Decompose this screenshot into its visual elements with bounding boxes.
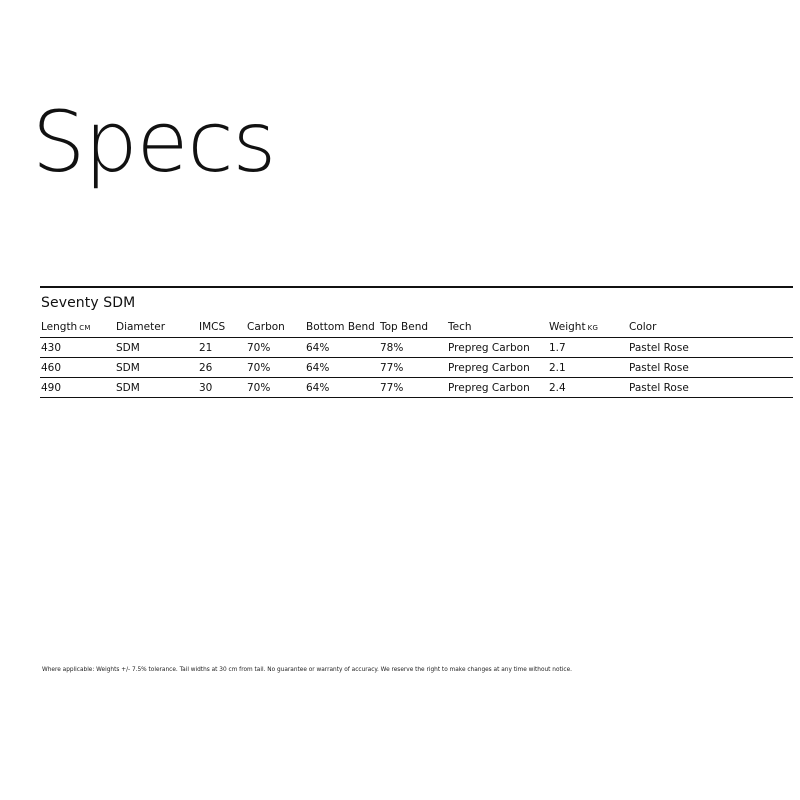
header-weight: Weight KG bbox=[549, 320, 599, 333]
table-row bbox=[40, 338, 793, 358]
cell-diameter: SDM bbox=[116, 361, 140, 374]
cell-tech: Prepreg Carbon bbox=[448, 341, 530, 354]
cell-weight: 2.1 bbox=[549, 361, 566, 374]
cell-bottom-bend: 64% bbox=[306, 381, 330, 394]
cell-tech: Prepreg Carbon bbox=[448, 361, 530, 374]
cell-color: Pastel Rose bbox=[629, 381, 689, 394]
cell-bottom-bend: 64% bbox=[306, 341, 330, 354]
header-imcs: IMCS bbox=[199, 320, 226, 333]
table-row bbox=[40, 358, 793, 378]
cell-top-bend: 77% bbox=[380, 361, 404, 374]
header-length-unit: CM bbox=[79, 323, 91, 332]
cell-length: 490 bbox=[41, 381, 62, 394]
cell-imcs: 21 bbox=[199, 341, 213, 354]
cell-carbon: 70% bbox=[247, 341, 271, 354]
header-bottom-bend: Bottom Bend bbox=[306, 320, 375, 333]
disclaimer-text: Where applicable: Weights +/- 7.5% tolerance. Tail widths at 30 cm from tail. No guarantee or warranty of accuracy. We reserve the right to make changes at any time without notice. bbox=[42, 667, 572, 673]
cell-imcs: 26 bbox=[199, 361, 213, 374]
cell-top-bend: 77% bbox=[380, 381, 404, 394]
cell-carbon: 70% bbox=[247, 361, 271, 374]
cell-tech: Prepreg Carbon bbox=[448, 381, 530, 394]
header-top-bend: Top Bend bbox=[380, 320, 429, 333]
cell-diameter: SDM bbox=[116, 341, 140, 354]
cell-top-bend: 78% bbox=[380, 341, 404, 354]
cell-color: Pastel Rose bbox=[629, 341, 689, 354]
specs-section bbox=[40, 286, 793, 398]
table-row bbox=[40, 378, 793, 398]
cell-color: Pastel Rose bbox=[629, 361, 689, 374]
header-carbon: Carbon bbox=[247, 320, 285, 333]
header-diameter: Diameter bbox=[116, 320, 166, 333]
cell-weight: 1.7 bbox=[549, 341, 566, 354]
cell-imcs: 30 bbox=[199, 381, 213, 394]
cell-bottom-bend: 64% bbox=[306, 361, 330, 374]
header-tech: Tech bbox=[448, 320, 472, 333]
cell-carbon: 70% bbox=[247, 381, 271, 394]
cell-weight: 2.4 bbox=[549, 381, 566, 394]
cell-diameter: SDM bbox=[116, 381, 140, 394]
header-weight-unit: KG bbox=[587, 323, 599, 332]
model-name: Seventy SDM bbox=[41, 295, 136, 311]
table-header-row bbox=[40, 316, 793, 338]
cell-length: 460 bbox=[41, 361, 62, 374]
section-divider bbox=[40, 286, 793, 288]
spec-table bbox=[40, 316, 793, 398]
cell-length: 430 bbox=[41, 341, 62, 354]
header-length: Length CM bbox=[41, 320, 91, 333]
header-color: Color bbox=[629, 320, 657, 333]
page-title: Specs bbox=[32, 93, 276, 191]
